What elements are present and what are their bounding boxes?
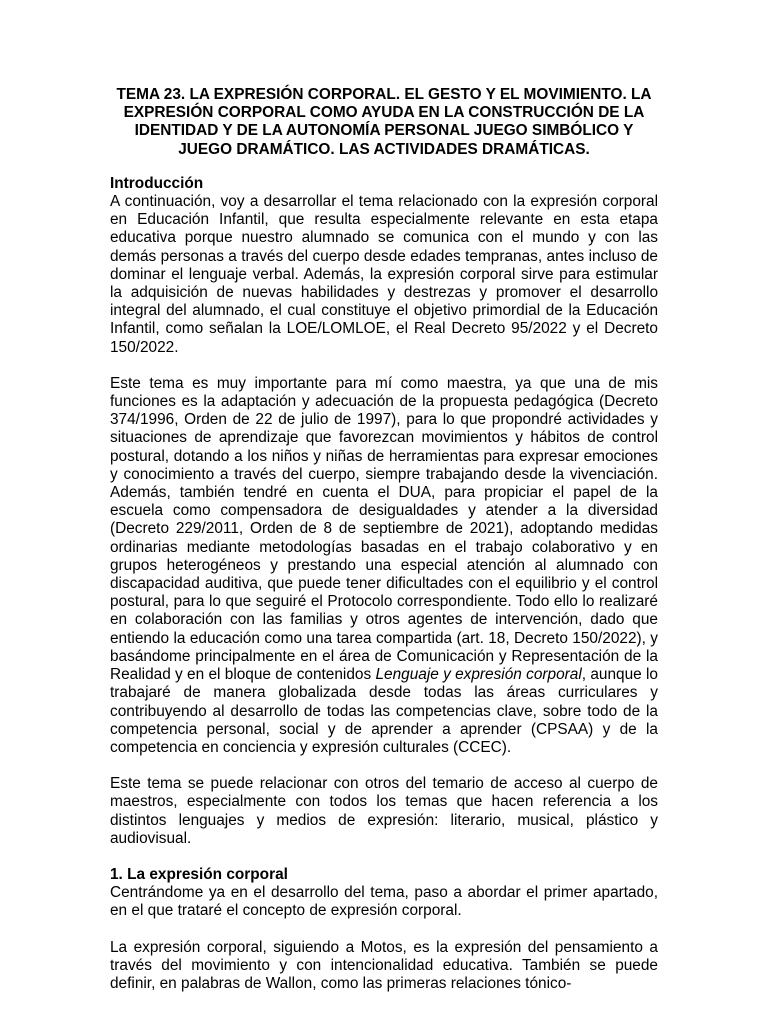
intro-paragraph-2-text-b: , aunque lo trabajaré de manera globalizada desde todas las áreas curriculares y contribuyendo al desarrollo de todas las competencias clave, sobre todo de la competencia personal, social y de aprender a aprender (CPSAA) y de la competencia en conciencia y expresión culturales (CCEC). bbox=[110, 666, 658, 756]
intro-paragraph-2-text-a: Este tema es muy importante para mí como maestra, ya que una de mis funciones es la adaptación y adecuación de la propuesta pedagógica (Decreto 374/1996, Orden de 22 de julio de 1997), para lo que propondré actividades y situaciones de aprendizaje que favorezcan movimientos y hábitos de control postural, dotando a los niños y niñas de herramientas para expresar emociones y conocimiento a través del cuerpo, siempre trabajando desde la vivenciación. Además, también tendré en cuenta el DUA, para propiciar el papel de la escuela como compensadora de desigualdades y atender a la diversidad (Decreto 229/2011, Orden de 8 de septiembre de 2021), adoptando medidas ordinarias mediante metodologías basadas en el trabajo colaborativo y en grupos heterogéneos y prestando una especial atención al alumnado con discapacidad auditiva, que puede tener dificultades con el equilibrio y el control postural, para lo que seguiré el Protocolo correspondiente. Todo ello lo realizaré en colaboración con las familias y otros agentes de intervención, dado que entiendo la educación como una tarea compartida (art. 18, Decreto 150/2022), y basándome principalmente en el área de Comunicación y Representación de la Realidad y en el bloque de contenidos bbox=[110, 374, 658, 684]
intro-paragraph-3: Este tema se puede relacionar con otros del temario de acceso al cuerpo de maestros, especialmente con todos los temas que hacen referencia a los distintos lenguajes y medios de expresión: literario, musical, plástico y audiovisual. bbox=[110, 775, 658, 847]
intro-paragraph-1: A continuación, voy a desarrollar el tema relacionado con la expresión corporal en Educación Infantil, que resulta especialmente relevante en esta etapa educativa porque nuestro alumnado se comunica con el mundo y con las demás personas a través del cuerpo desde edades tempranas, antes incluso de dominar el lenguaje verbal. Además, la expresión corporal sirve para estimular la adquisición de nuevas habilidades y destrezas y promover el desarrollo integral del alumnado, el cual constituye el objetivo primordial de la Educación Infantil, como señalan la LOE/LOMLOE, el Real Decreto 95/2022 y el Decreto 150/2022. bbox=[110, 193, 658, 356]
document-page bbox=[110, 86, 658, 1011]
intro-heading: Introducción bbox=[110, 174, 204, 192]
section-1-heading: 1. La expresión corporal bbox=[110, 865, 288, 883]
section-1-paragraph-2: La expresión corporal, siguiendo a Motos, es la expresión del pensamiento a través del movimiento y con intencionalidad educativa. También se puede definir, en palabras de Wallon, como las primeras relaciones tónico- bbox=[110, 938, 658, 992]
intro-paragraph-2 bbox=[110, 375, 658, 757]
section-1-paragraph-1: Centrándome ya en el desarrollo del tema, paso a abordar el primer apartado, en el que trataré el concepto de expresión corporal. bbox=[110, 884, 658, 920]
document-title: TEMA 23. LA EXPRESIÓN CORPORAL. EL GESTO Y EL MOVIMIENTO. LA EXPRESIÓN CORPORAL COMO AYUDA EN LA CONSTRUCCIÓN DE LA IDENTIDAD Y DE LA AUTONOMÍA PERSONAL JUEGO SIMBÓLICO Y JUEGO DRAMÁTICO. LAS ACTIVIDADES DRAMÁTICAS. bbox=[116, 86, 652, 158]
intro-paragraph-2-italic: Lenguaje y expresión corporal bbox=[375, 666, 582, 684]
